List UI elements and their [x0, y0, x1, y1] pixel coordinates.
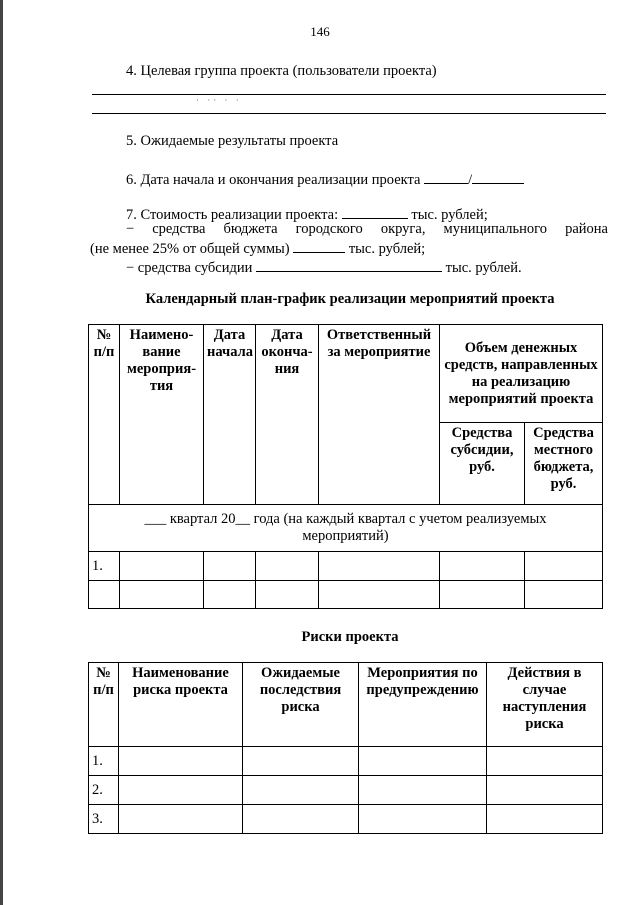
table-cell [204, 581, 256, 609]
table-cell [487, 747, 603, 776]
sched-header-funds: Объем денежных средств, направленных на реализацию мероприятий проекта [440, 325, 603, 423]
scan-speck: · ·· · · [196, 95, 242, 105]
table-cell [319, 552, 440, 581]
table-cell [440, 581, 525, 609]
quarter-row [89, 505, 603, 552]
table-cell [359, 776, 487, 805]
risk-header-prevention: Мероприятия по предупреждению [359, 663, 487, 747]
budget-unit: тыс. рублей; [348, 241, 426, 257]
table-cell [319, 581, 440, 609]
budget-line-2 [90, 238, 425, 258]
budget-blank [293, 238, 345, 253]
budget-w6: муниципального [443, 221, 547, 237]
risk-header-name: Наименование риска проекта [119, 663, 243, 747]
table-cell [120, 552, 204, 581]
risk-row-num: 3. [89, 805, 119, 834]
quarter-prefix: ___ квартал 20__ года (на каждый квартал с учетом реализуемых [144, 511, 547, 527]
budget-line-1 [126, 221, 608, 238]
risks-title: Риски проекта [301, 629, 399, 645]
sched-header-num: № п/п [89, 325, 120, 505]
subsidy-blank [256, 257, 442, 272]
table-cell [487, 776, 603, 805]
dates-separator: / [468, 172, 473, 188]
cost-unit: тыс. рублей; [411, 207, 488, 223]
item-expected-results: 5. Ожидаемые результаты проекта [126, 133, 339, 149]
sched-header-subsidy: Средства субсидии, руб. [440, 423, 525, 505]
budget-w1: − [126, 221, 135, 237]
table-cell [256, 552, 319, 581]
table-cell [525, 552, 603, 581]
sched-header-local: Средства местного бюджета, руб. [525, 423, 603, 505]
scan-edge [0, 0, 3, 905]
item-dates [126, 169, 524, 189]
risk-row-num: 2. [89, 776, 119, 805]
table-cell [525, 581, 603, 609]
risks-table [88, 662, 603, 834]
risk-header-actions: Действия в случае наступления риска [487, 663, 603, 747]
sched-header-name: Наимено-вание мероприя-тия [120, 325, 204, 505]
subsidy-unit: тыс. рублей. [445, 260, 522, 276]
budget-w2: средства [152, 221, 206, 237]
table-cell [89, 581, 120, 609]
budget-share-label: (не менее 25% от общей суммы) [90, 241, 290, 257]
subsidy-line [126, 257, 522, 277]
budget-w5: округа, [380, 221, 426, 237]
sched-header-responsible: Ответственный за мероприятие [319, 325, 440, 505]
table-cell [204, 552, 256, 581]
table-cell [119, 805, 243, 834]
blank-line-2 [92, 113, 606, 114]
start-date-blank [424, 169, 468, 184]
subsidy-label: − средства субсидии [126, 260, 253, 276]
risk-header-num: № п/п [89, 663, 119, 747]
budget-w3: бюджета [223, 221, 278, 237]
sched-row-num: 1. [89, 552, 120, 581]
quarter-suffix: мероприятий) [302, 528, 389, 544]
page-number: 146 [310, 24, 330, 39]
budget-w4: городского [295, 221, 363, 237]
table-row [89, 747, 603, 776]
table-row [89, 581, 603, 609]
table-cell [359, 747, 487, 776]
table-cell [243, 776, 359, 805]
item-dates-label: 6. Дата начала и окончания реализации проекта [126, 172, 421, 188]
cost-blank [342, 204, 408, 219]
table-row [89, 776, 603, 805]
sched-header-start: Дата начала [204, 325, 256, 505]
item-cost-label: 7. Стоимость реализации проекта: [126, 207, 339, 223]
table-cell [487, 805, 603, 834]
table-row [89, 552, 603, 581]
item-target-group: 4. Целевая группа проекта (пользователи проекта) [126, 63, 437, 79]
blank-line-1 [92, 94, 606, 95]
table-row [89, 805, 603, 834]
table-cell [243, 805, 359, 834]
risk-row-num: 1. [89, 747, 119, 776]
table-cell [119, 776, 243, 805]
table-cell [120, 581, 204, 609]
table-cell [440, 552, 525, 581]
table-cell [359, 805, 487, 834]
table-cell [256, 581, 319, 609]
sched-header-end: Дата оконча-ния [256, 325, 319, 505]
schedule-title: Календарный план-график реализации мероприятий проекта [145, 291, 555, 307]
budget-w7: района [565, 221, 608, 237]
table-cell [243, 747, 359, 776]
end-date-blank [472, 169, 524, 184]
risk-header-consequences: Ожидаемые последствия риска [243, 663, 359, 747]
schedule-table [88, 324, 603, 609]
table-cell [119, 747, 243, 776]
